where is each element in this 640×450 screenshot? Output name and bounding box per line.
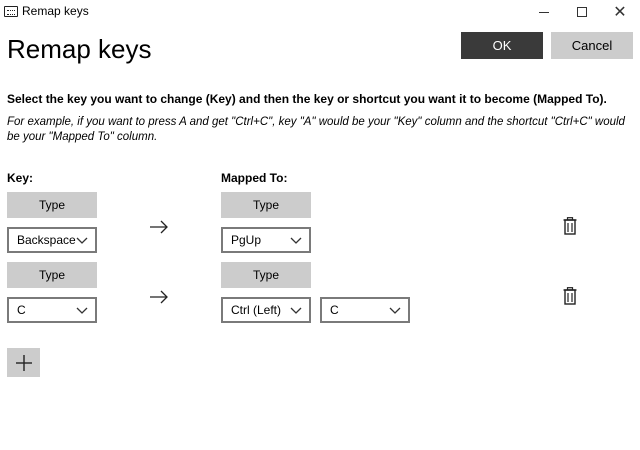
- row1-key-select[interactable]: [7, 227, 97, 253]
- plus-icon: [15, 354, 33, 372]
- chevron-down-icon: [389, 305, 401, 315]
- add-mapping-button[interactable]: [7, 348, 40, 377]
- row2-key-select[interactable]: [7, 297, 97, 323]
- row1-key-type-button[interactable]: Type: [7, 192, 97, 218]
- row2-mapped-modifier-value: Ctrl (Left): [231, 303, 282, 317]
- maximize-button[interactable]: [562, 0, 602, 24]
- trash-icon[interactable]: [563, 287, 577, 305]
- chevron-down-icon: [76, 235, 88, 245]
- chevron-down-icon: [290, 235, 302, 245]
- mapped-column-header: Mapped To:: [221, 171, 288, 185]
- row1-key-value: Backspace: [17, 233, 76, 247]
- row1-mapped-type-button[interactable]: Type: [221, 192, 311, 218]
- window-title: Remap keys: [22, 4, 89, 18]
- row2-mapped-type-button[interactable]: Type: [221, 262, 311, 288]
- row2-key-value: C: [17, 303, 26, 317]
- trash-icon[interactable]: [563, 217, 577, 235]
- row2-mapped-select-modifier[interactable]: [221, 297, 311, 323]
- row2-mapped-key-value: C: [330, 303, 339, 317]
- example-text: For example, if you want to press A and get "Ctrl+C", key "A" would be your "Key" column and the shortcut "Ctrl+C" would be your "Mapped To" column.: [7, 116, 625, 143]
- arrow-right-icon: [149, 220, 169, 234]
- keyboard-icon: [4, 6, 18, 17]
- minimize-icon: [539, 12, 549, 13]
- close-button[interactable]: [600, 0, 640, 24]
- key-column-header: Key:: [7, 171, 34, 185]
- chevron-down-icon: [76, 305, 88, 315]
- cancel-button[interactable]: Cancel: [551, 32, 633, 59]
- chevron-down-icon: [290, 305, 302, 315]
- instructions-text: Select the key you want to change (Key) and then the key or shortcut you want it to become (Mapped To).: [7, 92, 607, 106]
- close-icon: ✕: [613, 2, 627, 21]
- row2-mapped-select-key[interactable]: [320, 297, 410, 323]
- row2-key-type-button[interactable]: Type: [7, 262, 97, 288]
- arrow-right-icon: [149, 290, 169, 304]
- title-bar: [0, 0, 640, 24]
- ok-button[interactable]: OK: [461, 32, 543, 59]
- page-title: Remap keys: [7, 34, 152, 64]
- maximize-icon: [577, 7, 587, 17]
- row1-mapped-select[interactable]: [221, 227, 311, 253]
- row1-mapped-value: PgUp: [231, 233, 262, 247]
- minimize-button[interactable]: [524, 0, 564, 24]
